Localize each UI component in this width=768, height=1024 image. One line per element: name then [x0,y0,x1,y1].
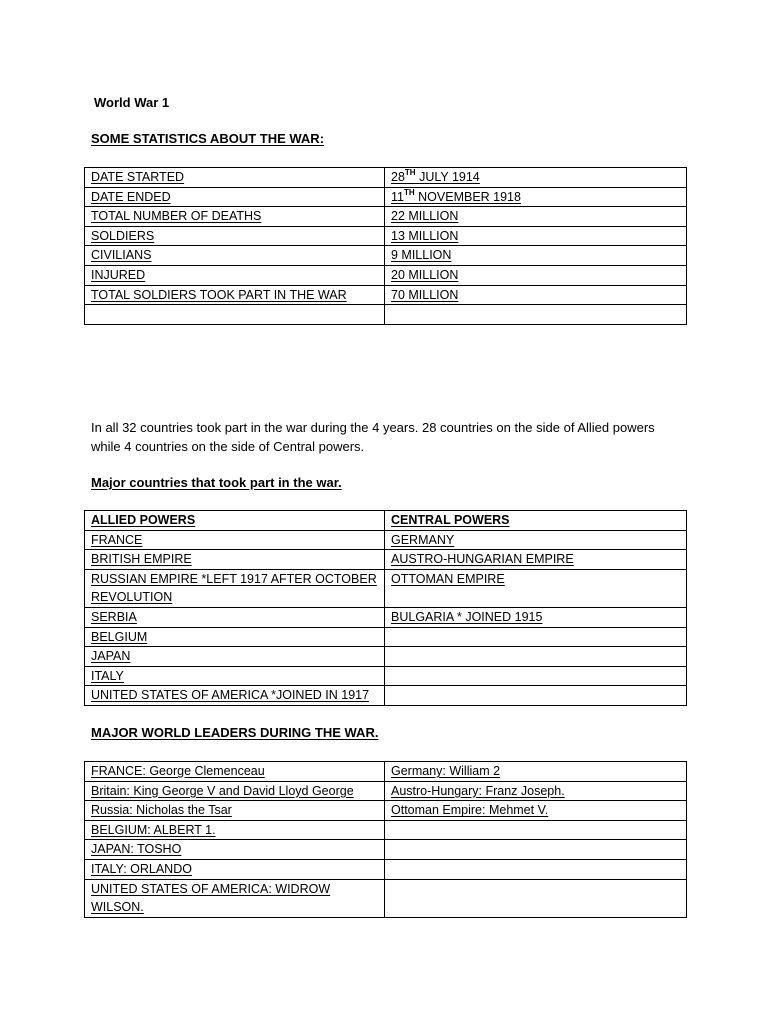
summary-paragraph: In all 32 countries took part in the war during the 4 years. 28 countries on the side of Allied powers while 4 countries on the side of Central powers. [91,420,655,454]
table-row [85,226,687,246]
table-header-row [85,511,687,531]
stats-value-cell: 9 MILLION [385,246,687,266]
leader-right-cell [385,859,687,879]
leader-left-cell: FRANCE: George Clemenceau [85,762,385,782]
leaders-table [84,761,687,918]
stats-label-cell: DATE ENDED [85,187,385,207]
allied-cell: BELGIUM [85,627,385,647]
stats-value-cell: 28TH JULY 1914 [385,168,687,188]
leader-right-cell: Germany: William 2 [385,762,687,782]
table-row [85,207,687,227]
allied-cell: BRITISH EMPIRE [85,550,385,570]
allied-cell: JAPAN [85,647,385,667]
countries-heading: Major countries that took part in the war. [91,475,342,490]
empty-cell [385,305,687,325]
leader-right-cell [385,840,687,860]
allied-cell: ITALY [85,666,385,686]
stats-value-cell: 20 MILLION [385,265,687,285]
allied-cell: SERBIA [85,607,385,627]
stats-label-cell: INJURED [85,265,385,285]
table-row [85,530,687,550]
leader-right-cell: Ottoman Empire: Mehmet V. [385,801,687,821]
table-row [85,647,687,667]
table-row [85,187,687,207]
stats-table [84,167,687,325]
central-cell [385,686,687,706]
table-row [85,569,687,607]
central-cell: OTTOMAN EMPIRE [385,569,687,607]
table-row [85,840,687,860]
table-row [85,246,687,266]
table-row [85,285,687,305]
stats-value-cell: 11TH NOVEMBER 1918 [385,187,687,207]
table-row [85,879,687,917]
table-row [85,627,687,647]
leader-left-cell: JAPAN: TOSHO [85,840,385,860]
table-row-empty [85,305,687,325]
leader-left-cell: Britain: King George V and David Lloyd George [85,781,385,801]
central-cell: AUSTRO-HUNGARIAN EMPIRE [385,550,687,570]
table-row [85,168,687,188]
leader-right-cell [385,879,687,917]
table-row [85,666,687,686]
leader-left-cell: ITALY: ORLANDO [85,859,385,879]
central-cell: BULGARIA * JOINED 1915 [385,607,687,627]
allied-cell: RUSSIAN EMPIRE *LEFT 1917 AFTER OCTOBER REVOLUTION [85,569,385,607]
table-row [85,550,687,570]
stats-label-cell: DATE STARTED [85,168,385,188]
central-cell: GERMANY [385,530,687,550]
allied-cell: FRANCE [85,530,385,550]
table-row [85,686,687,706]
table-row [85,762,687,782]
stats-label-cell: CIVILIANS [85,246,385,266]
stats-label-cell: SOLDIERS [85,226,385,246]
central-cell [385,647,687,667]
stats-value-cell: 70 MILLION [385,285,687,305]
central-cell [385,666,687,686]
central-header-cell: CENTRAL POWERS [385,511,687,531]
leader-left-cell: UNITED STATES OF AMERICA: WIDROW WILSON. [85,879,385,917]
leaders-heading: MAJOR WORLD LEADERS DURING THE WAR. [91,725,379,740]
leader-left-cell: Russia: Nicholas the Tsar [85,801,385,821]
stats-label-cell: TOTAL SOLDIERS TOOK PART IN THE WAR [85,285,385,305]
document-title: World War 1 [94,95,170,110]
table-row [85,801,687,821]
empty-cell [85,305,385,325]
allied-header-cell: ALLIED POWERS [85,511,385,531]
stats-value-cell: 22 MILLION [385,207,687,227]
central-cell [385,627,687,647]
table-row [85,781,687,801]
leader-left-cell: BELGIUM: ALBERT 1. [85,820,385,840]
leader-right-cell [385,820,687,840]
allied-cell: UNITED STATES OF AMERICA *JOINED IN 1917 [85,686,385,706]
countries-table [84,510,687,706]
table-row [85,859,687,879]
table-row [85,265,687,285]
table-row [85,820,687,840]
leader-right-cell: Austro-Hungary: Franz Joseph. [385,781,687,801]
stats-heading: SOME STATISTICS ABOUT THE WAR: [91,131,325,146]
stats-label-cell: TOTAL NUMBER OF DEATHS [85,207,385,227]
stats-value-cell: 13 MILLION [385,226,687,246]
table-row [85,607,687,627]
